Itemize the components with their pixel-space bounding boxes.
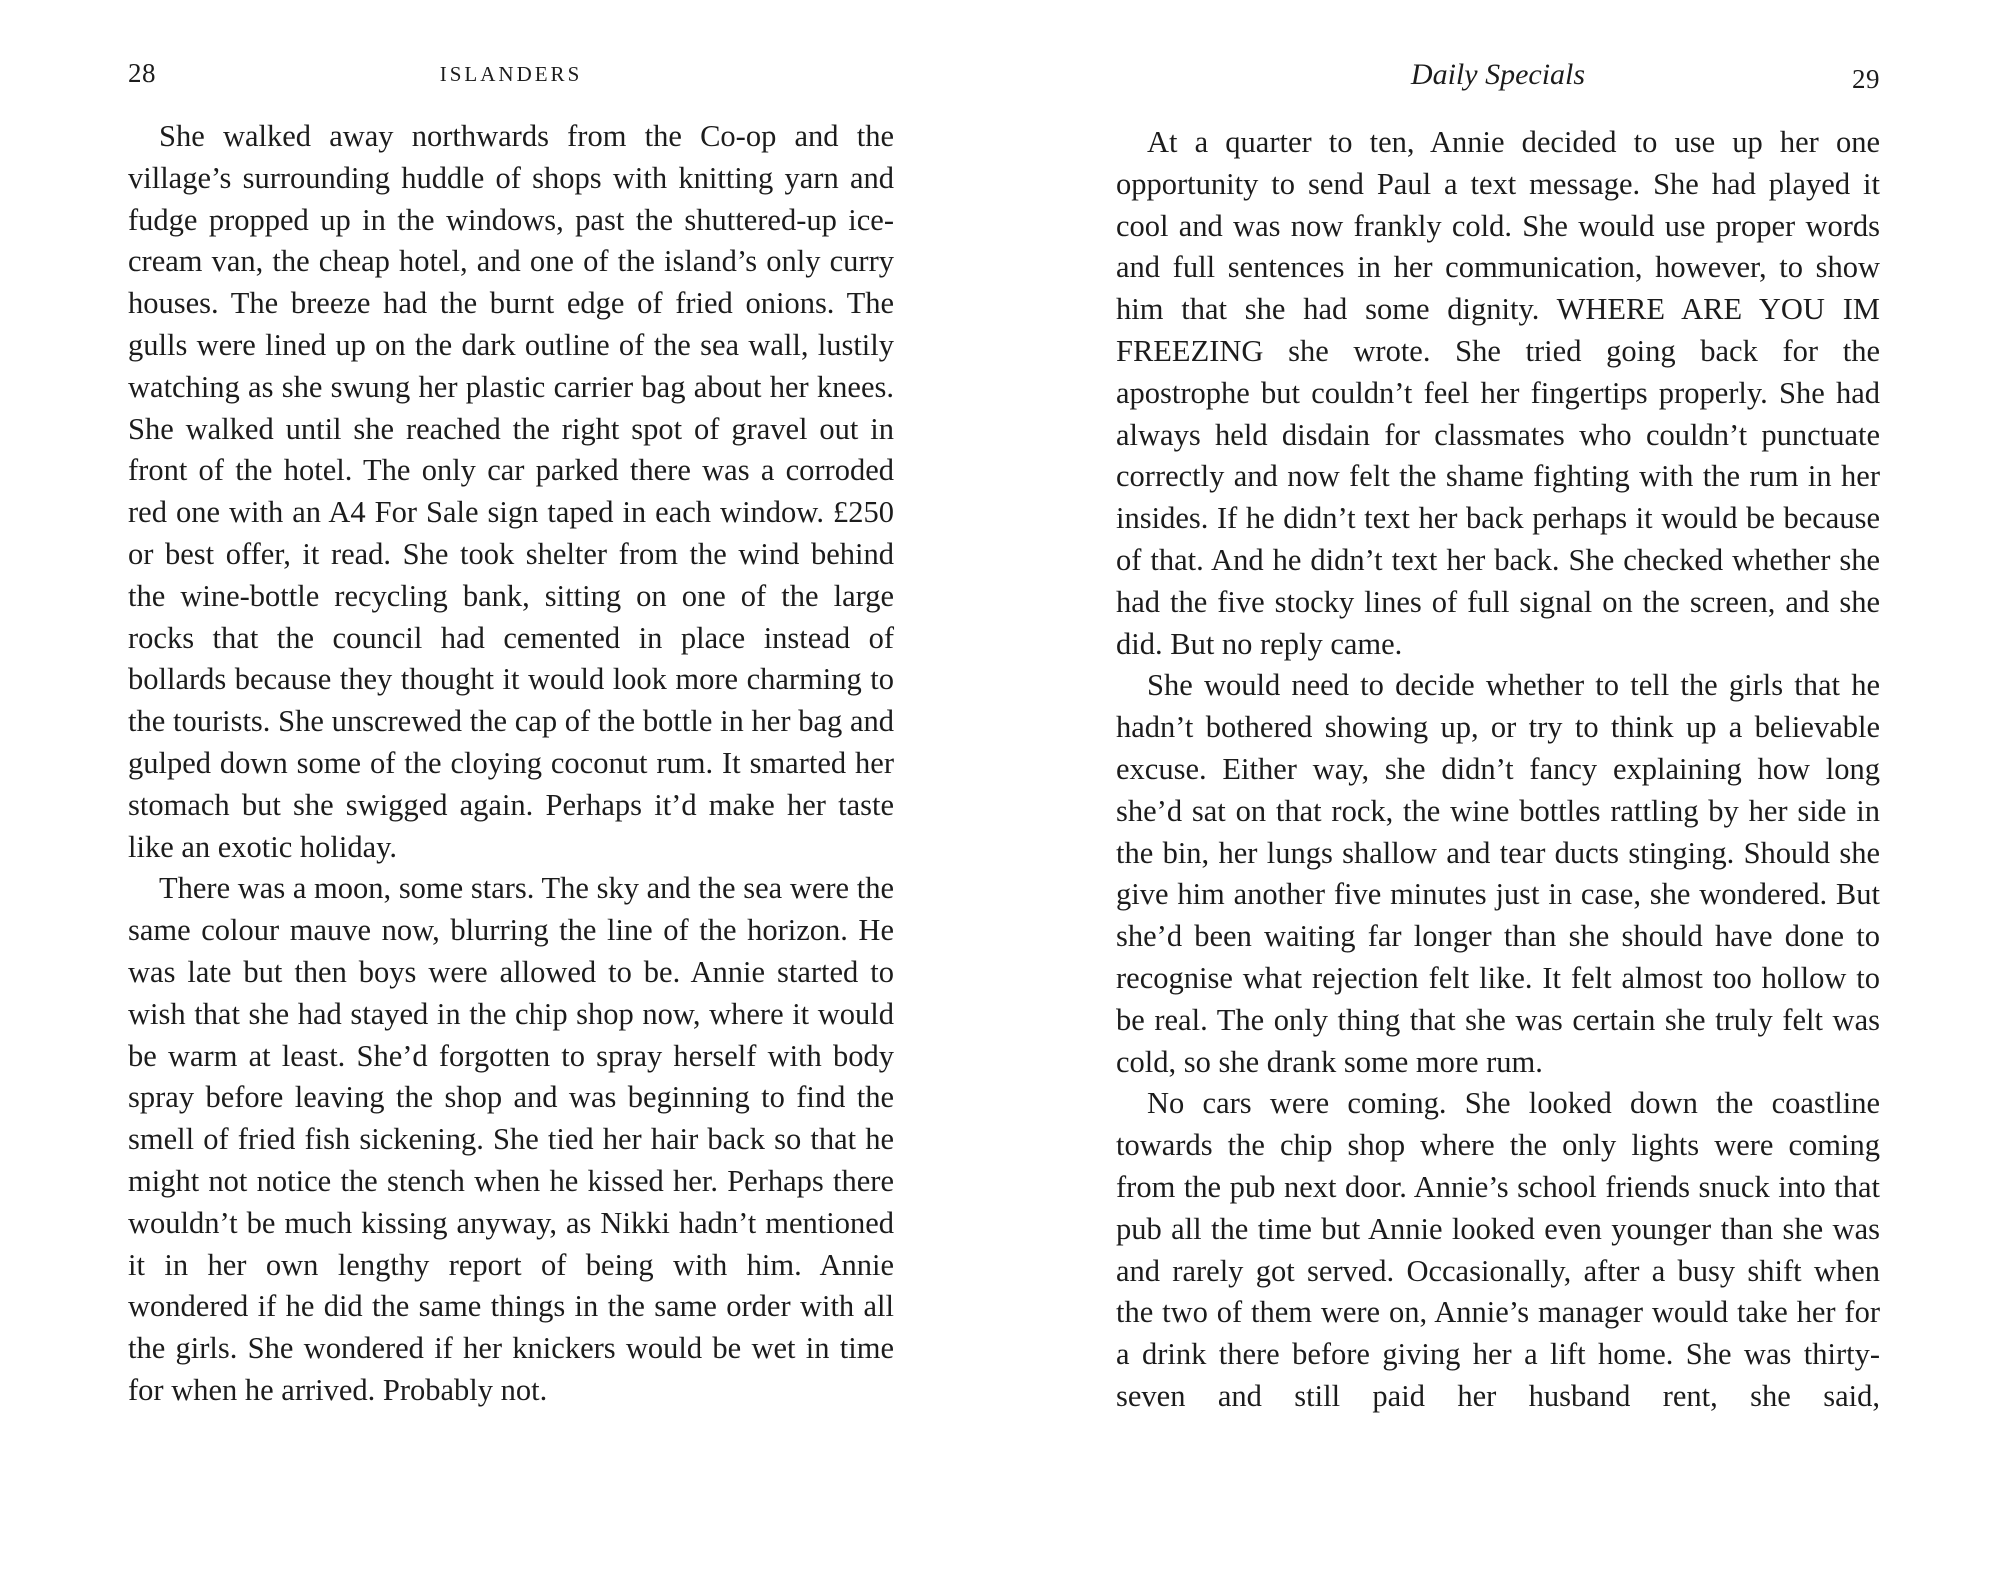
left-running-head — [128, 56, 894, 96]
right-running-head — [1116, 56, 1880, 96]
right-page — [1116, 0, 1880, 1584]
right-page-number: 29 — [1852, 64, 1880, 94]
paragraph: There was a moon, some stars. The sky and the sea were the same colour mauve now, blurring the line of the horizon. He was late but then boys were allowed to be. Annie started to wish that she had stayed in the chip shop now, where it would be warm at least. She’d forgotten to spray herself with body spray before leaving the shop and was beginning to find the smell of fried fish sickening. She tied her hair back so that he might not notice the stench when he kissed her. Perhaps there wouldn’t be much kissing anyway, as Nikki hadn’t mentioned it in her own lengthy report of being with him. Annie wondered if he did the same things in the same order with all the girls. She wondered if her knickers would be wet in time for when he arrived. Probably not. — [128, 871, 894, 1407]
left-page-number: 28 — [128, 58, 156, 88]
left-page — [128, 0, 894, 1584]
paragraph: She would need to decide whether to tell the girls that he hadn’t bothered showing up, or try to think up a believable excuse. Either way, she didn’t fancy explaining how long she’d sat on that rock, the wine bottles rattling by her side in the bin, her lungs shallow and tear ducts stinging. Should she give him another five minutes just in case, she wondered. But she’d been waiting far longer than she should have done to recognise what rejection felt like. It felt almost too hollow to be real. The only thing that she was certain she truly felt was cold, so she drank some more rum. — [1116, 668, 1880, 1079]
right-body-text — [1116, 122, 1880, 1418]
left-body-text — [128, 116, 894, 1412]
book-title-header: ISLANDERS — [439, 62, 583, 86]
paragraph: No cars were coming. She looked down the coastline towards the chip shop where the only lights were coming from the pub next door. Annie’s school friends snuck into that pub all the time but Annie looked even younger than she was and rarely got served. Occasionally, after a busy shift when the two of them were on, Annie’s manager would take her for a drink there before giving her a lift home. She was thirty-seven and still paid her husband rent, she said, — [1116, 1086, 1880, 1413]
chapter-title-header: Daily Specials — [1410, 58, 1586, 91]
paragraph: She walked away northwards from the Co-op and the village’s surrounding huddle of shops with knitting yarn and fudge propped up in the windows, past the shuttered-up ice-cream van, the cheap hotel, and one of the island’s only curry houses. The breeze had the burnt edge of fried onions. The gulls were lined up on the dark outline of the sea wall, lustily watching as she swung her plastic carrier bag about her knees. She walked until she reached the right spot of gravel out in front of the hotel. The only car parked there was a corroded red one with an A4 For Sale sign taped in each window. £250 or best offer, it read. She took shelter from the wind behind the wine-bottle recycling bank, sitting on one of the large rocks that the council had cemented in place instead of bollards because they thought it would look more charming to the tourists. She unscrewed the cap of the bottle in her bag and gulped down some of the cloying coconut rum. It smarted her stomach but she swigged again. Perhaps it’d make her taste like an exotic holiday. — [128, 119, 894, 864]
paragraph: At a quarter to ten, Annie decided to use up her one opportunity to send Paul a text message. She had played it cool and was now frankly cold. She would use proper words and full sentences in her communication, however, to show him that she had some dignity. WHERE ARE YOU IM FREEZING she wrote. She tried going back for the apostrophe but couldn’t feel her fingertips properly. She had always held disdain for classmates who couldn’t punctuate correctly and now felt the shame fighting with the rum in her insides. If he didn’t text her back perhaps it would be because of that. And he didn’t text her back. She checked whether she had the five stocky lines of full signal on the screen, and she did. But no reply came. — [1116, 125, 1880, 661]
